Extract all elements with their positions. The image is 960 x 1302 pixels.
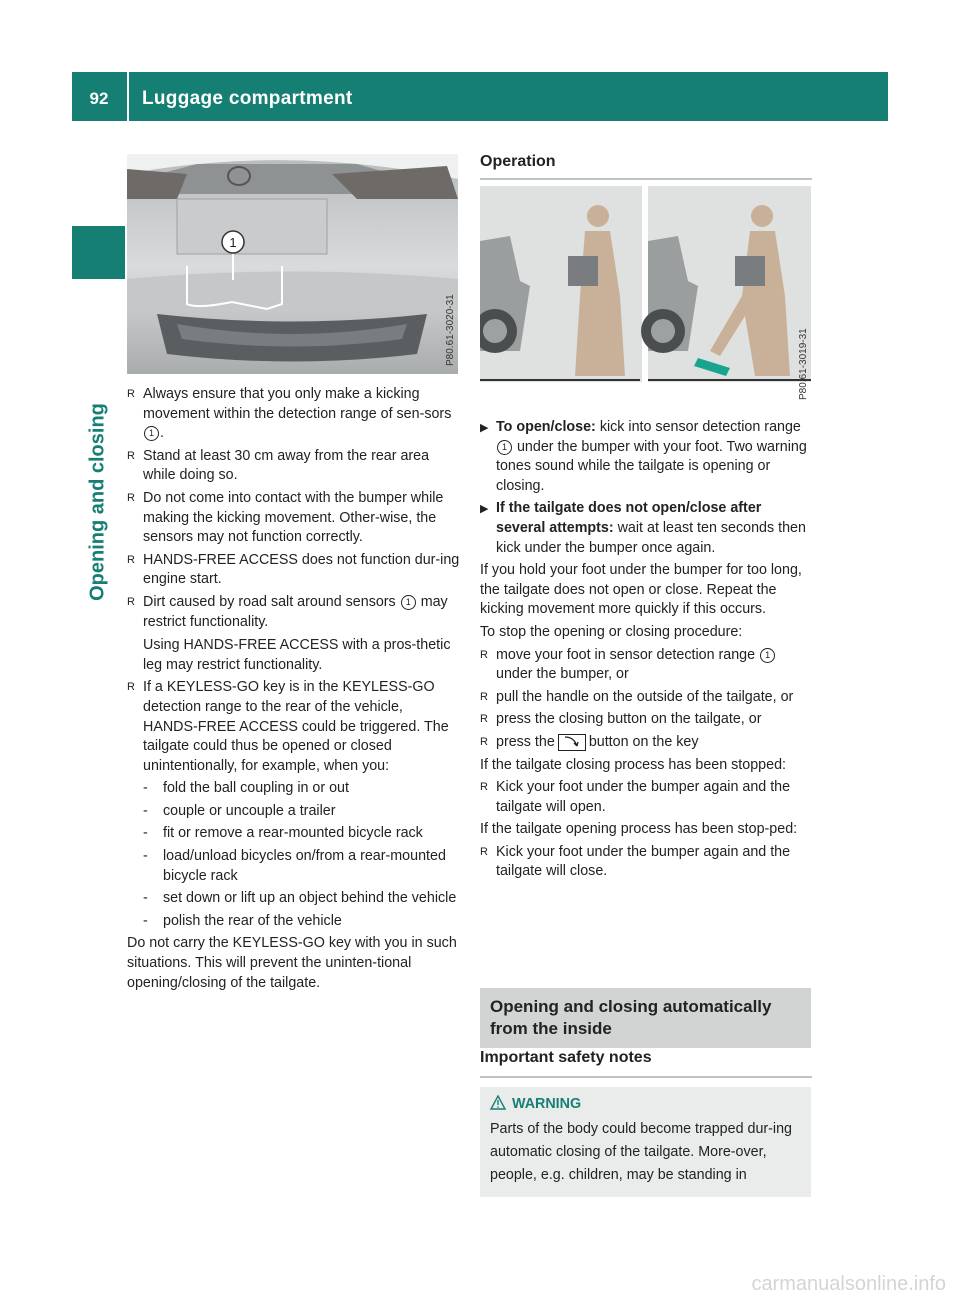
bullet-icon: R [127, 681, 135, 694]
dash-text: set down or lift up an object behind the vehicle [163, 890, 457, 907]
paragraph: To stop the opening or closing procedure: [480, 623, 743, 640]
bullet-icon: R [127, 449, 135, 462]
list-item [480, 710, 812, 730]
dash-text: polish the rear of the vehicle [163, 912, 342, 929]
list-text: Dirt caused by road salt around sensors [143, 593, 396, 610]
dash-icon: - [143, 802, 148, 819]
list-item: R Always ensure that you only make a kicking movement within the detection range of sen-sors 1 . [127, 386, 452, 442]
section-heading-box [480, 988, 811, 1048]
list-text: pull the handle on the outside of the tailgate, or [496, 688, 794, 705]
dash-icon: - [143, 780, 148, 797]
figure-code-left: P80.61-3020-31 [445, 294, 456, 366]
dash-item [127, 912, 460, 932]
paragraph: If you hold your foot under the bumper for too long, the tailgate does not open or close. Repeat the kicking movement more quickly if this occurs. [480, 562, 802, 618]
dash-item [127, 824, 460, 844]
dash-text: load/unload bicycles on/from a rear-mounted bicycle rack [163, 848, 446, 884]
list-text: under the bumper, or [496, 666, 629, 683]
list-item [480, 778, 812, 817]
watermark: carmanualsonline.info [751, 1273, 946, 1295]
prosthetic-note: Using HANDS-FREE ACCESS with a pros-thetic leg may restrict functionality. [143, 637, 451, 673]
safety-heading-wrap [480, 1048, 812, 1078]
dash-item [127, 889, 460, 909]
callout-1-icon: 1 [760, 648, 775, 663]
list-text: press the closing button on the tailgate, or [496, 711, 762, 728]
operation-text [480, 418, 812, 885]
action-arrow-icon: ▶ [480, 503, 489, 516]
action-item [480, 499, 812, 558]
bullet-icon: R [127, 553, 135, 566]
bullet-icon: R [127, 491, 135, 504]
action-label: If the tailgate does not open/close after several attempts: [496, 500, 762, 536]
list-text: Kick your foot under the bumper again and the tailgate will close. [496, 843, 791, 880]
dash-text: fold the ball coupling in or out [163, 780, 349, 797]
rear-bumper-illustration [127, 154, 458, 374]
list-item [480, 733, 812, 753]
callout-1-icon: 1 [144, 426, 159, 441]
bullet-icon: R [480, 713, 488, 726]
figure-code-right: P80.61-3019-31 [798, 328, 809, 400]
action-text: wait at least ten seconds then kick under the bumper once again. [496, 519, 806, 556]
warning-triangle-icon [490, 1095, 506, 1110]
kick-operation-illustration [480, 186, 811, 408]
chapter-tab-marker [72, 226, 125, 279]
chapter-label: Opening and closing [86, 403, 109, 601]
bullet-icon: R [480, 690, 488, 703]
callout-1-icon: 1 [401, 595, 416, 610]
operation-heading: Operation [480, 153, 556, 170]
warning-box [480, 1087, 811, 1197]
list-text: Kick your foot under the bumper again and the tailgate will open. [496, 779, 791, 815]
list-text: Always ensure that you only make a kicking movement within the detection range of sen-sors [143, 386, 452, 422]
dash-icon: - [143, 848, 148, 865]
bullet-icon: R [480, 781, 488, 794]
warning-title-row [490, 1095, 801, 1112]
list-text: press the [496, 733, 555, 750]
paragraph: If the tailgate opening process has been stop-ped: [480, 821, 798, 838]
safety-heading-rule [480, 1076, 812, 1078]
list-item [480, 843, 812, 882]
header-divider [127, 72, 129, 121]
dash-item [127, 847, 460, 886]
list-item [127, 678, 460, 776]
action-text: kick into sensor detection range [599, 419, 801, 435]
list-item [127, 447, 460, 486]
dash-icon: - [143, 825, 148, 842]
closing-paragraph: Do not carry the KEYLESS-GO key with you in such situations. This will prevent the uninten-tional opening/closing of the tailgate. [127, 935, 457, 991]
bullet-icon: R [480, 735, 488, 748]
paragraph: If the tailgate closing process has been stopped: [480, 756, 786, 773]
list-text: button on the key [588, 733, 699, 750]
warning-title: WARNING [512, 1096, 582, 1112]
list-item [127, 551, 460, 590]
list-item [127, 593, 460, 675]
list-text: If a KEYLESS-GO key is in the KEYLESS-GO detection range to the rear of the vehicle, HANDS-FREE ACCESS could be triggered. The tailgate could thus be opened or closed unintentionally, for example, when you: [143, 679, 449, 774]
section-heading: Opening and closing automatically from the inside [490, 997, 772, 1038]
operation-figure [480, 186, 811, 408]
action-label: To open/close: [496, 419, 596, 435]
operation-heading-rule [480, 178, 812, 180]
tailgate-key-icon [558, 734, 586, 751]
right-column [480, 152, 812, 180]
list-text: move your foot in sensor detection range [496, 646, 756, 663]
warning-text: Parts of the body could become trapped dur-ing automatic closing of the tailgate. More-over, people, e.g. children, may be standing in [490, 1121, 793, 1183]
callout-1-icon: 1 [497, 440, 512, 455]
list-text: HANDS-FREE ACCESS does not function dur-ing engine start. [143, 551, 460, 588]
list-item [127, 489, 460, 548]
dash-item [127, 802, 460, 822]
safety-heading: Important safety notes [480, 1049, 652, 1066]
dash-icon: - [143, 912, 148, 929]
left-column [127, 385, 460, 996]
list-text: may restrict functionality. [143, 593, 448, 630]
action-text: under the bumper with your foot. Two warning tones sound while the tailgate is opening or closing. [496, 438, 807, 494]
bullet-icon: R [127, 388, 135, 400]
dash-icon: - [143, 890, 148, 907]
list-item [480, 646, 812, 685]
bullet-icon: R [127, 595, 135, 608]
list-text: Stand at least 30 cm away from the rear area while doing so. [143, 447, 430, 484]
action-item [480, 418, 812, 496]
list-item [480, 688, 812, 708]
list-text: Do not come into contact with the bumper while making the kicking movement. Other-wise, the sensors may not function correctly. [143, 489, 444, 546]
dash-item [127, 779, 460, 799]
dash-text: fit or remove a rear-mounted bicycle rack [163, 825, 423, 842]
bullet-icon: R [480, 648, 488, 661]
dash-text: couple or uncouple a trailer [163, 802, 336, 819]
figure-callout-1: 1 [229, 235, 237, 250]
page-number: 92 [89, 89, 109, 108]
page-header [72, 72, 888, 121]
bullet-icon: R [480, 845, 488, 858]
section-title: Luggage compartment [142, 88, 353, 109]
action-arrow-icon: ▶ [480, 422, 489, 434]
rear-bumper-figure [127, 154, 458, 374]
